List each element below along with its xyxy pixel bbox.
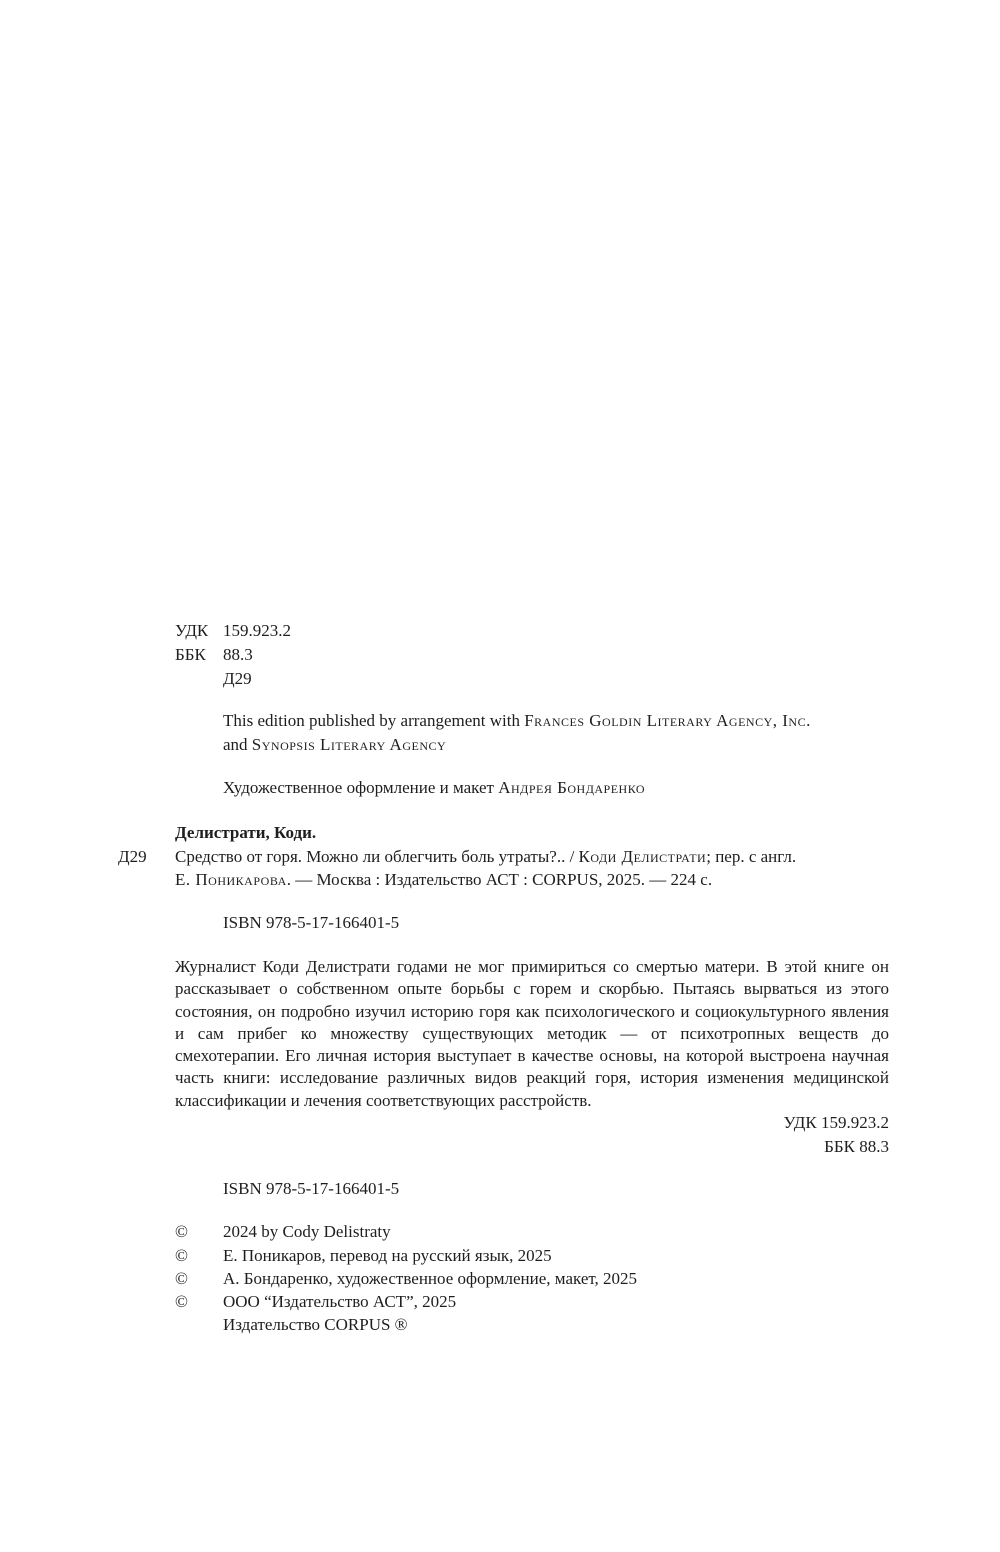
edition-note-prefix: This edition published by arrangement with <box>223 711 525 730</box>
copyright-line <box>175 1268 637 1290</box>
design-credit <box>223 777 645 799</box>
copyright-line <box>175 1291 456 1313</box>
bbk-label: ББК <box>175 645 206 664</box>
copyright-symbol: © <box>175 1222 188 1241</box>
margin-author-mark: Д29 <box>118 847 147 866</box>
book-title: Средство от горя. Можно ли облегчить боль утраты?.. / <box>175 847 579 866</box>
index-bbk: ББК 88.3 <box>824 1137 889 1156</box>
edition-note-line-2 <box>223 734 446 756</box>
edition-note-and: and <box>223 735 252 754</box>
udk-row <box>175 620 291 642</box>
copyright-line <box>175 1245 552 1267</box>
author-name: Коди Делистрати <box>578 847 707 866</box>
imprint: Издательство CORPUS ® <box>223 1315 408 1334</box>
copyright-line <box>175 1221 391 1243</box>
udk-value: 159.923.2 <box>223 621 291 640</box>
agency-name-synopsis: Synopsis Literary Agency <box>251 735 447 754</box>
edition-note-line-1 <box>223 710 811 732</box>
translation-note: ; пер. с англ. <box>706 847 797 866</box>
author-mark: Д29 <box>223 669 252 688</box>
bibliographic-line-1 <box>175 846 796 868</box>
copyright-symbol: © <box>175 1246 188 1265</box>
designer-name: Андрея Бондаренко <box>498 778 646 797</box>
isbn-top: ISBN 978-5-17-166401-5 <box>223 913 400 932</box>
isbn-bottom: ISBN 978-5-17-166401-5 <box>223 1179 400 1198</box>
annotation-paragraph: Журналист Коди Делистрати годами не мог примириться со смертью матери. В этой книге он рассказывает о собственном опыте борьбы с горем и скорбью. Пытаясь вырваться из этого состояния, он подробно изучил историю горя как психологического и социокультурного явления и сам прибег ко множеству существующих методик — от психотропных веществ до смехотерапии. Его личная история выступает в качестве основы, на которой выстроена научная часть книги: исследование различных видов реакций горя, история изменения медицинской классификации и лечения соответствующих расстройств. <box>175 957 889 1110</box>
copyright-text: Е. Поникаров, перевод на русский язык, 2025 <box>223 1246 552 1265</box>
author-heading: Делистрати, Коди. <box>175 823 317 842</box>
bbk-value: 88.3 <box>223 645 253 664</box>
udk-label: УДК <box>175 621 209 640</box>
copyright-text: ООО “Издательство АСТ”, 2025 <box>223 1292 457 1311</box>
design-credit-prefix: Художественное оформление и макет <box>223 778 499 797</box>
copyright-symbol: © <box>175 1292 188 1311</box>
bibliographic-line-2 <box>175 869 712 891</box>
copyright-text: 2024 by Cody Delistraty <box>223 1222 391 1241</box>
translator-name: Е. Поникарова <box>175 870 287 889</box>
copyright-symbol: © <box>175 1269 188 1288</box>
publication-details: . — Москва : Издательство АСТ : CORPUS, 2025. — 224 с. <box>286 870 713 889</box>
agency-name-frances-goldin: Frances Goldin Literary Agency, Inc. <box>524 711 811 730</box>
index-udk: УДК 159.923.2 <box>783 1113 889 1132</box>
bbk-row <box>175 644 253 666</box>
copyright-text: А. Бондаренко, художественное оформление, макет, 2025 <box>223 1269 638 1288</box>
